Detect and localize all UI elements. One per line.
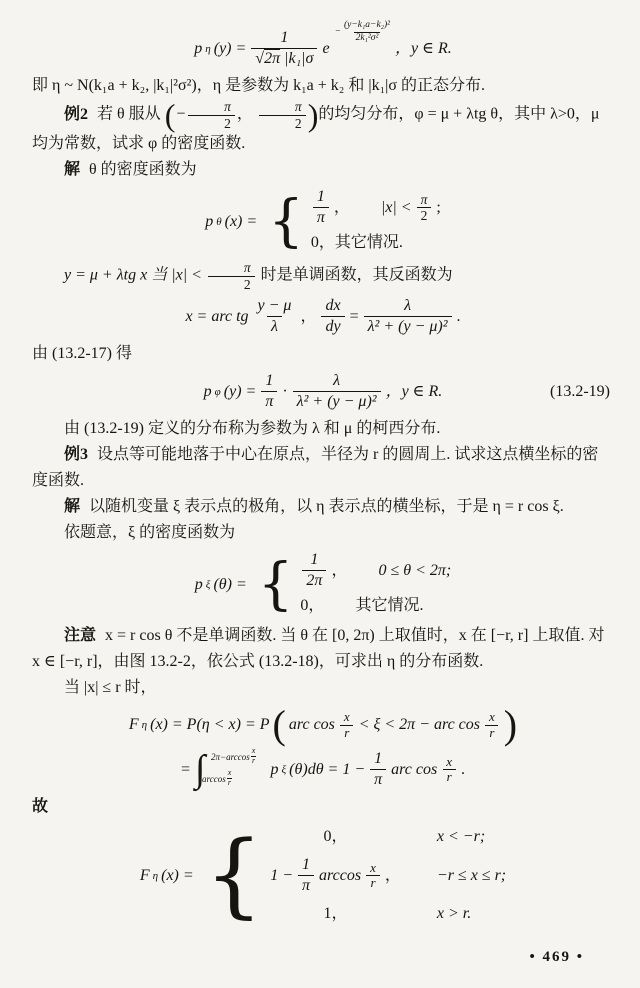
left-brace: { [257, 551, 294, 617]
case-value: 0， [323, 828, 348, 846]
para-cauchy-definition: 由 (13.2-19) 定义的分布称为参数为 λ 和 μ 的柯西分布. [64, 420, 441, 438]
fraction: $\frac{1}{\pi}$ [313, 187, 329, 228]
para-when-x-le-r: 当 |x| ≤ r 时， [64, 679, 157, 697]
formula-cauchy-density: p φ (y) = $\frac{1}{\pi}$ · $\frac{\lambda}{\text{λ² + (y − μ)²}}$ ，y ∈ R. (13.2-19) [203, 372, 610, 411]
integral-upper-limit: 2π−arccos x r [211, 746, 256, 766]
case-row: $\frac{1}{2\pi}$ ， 0 ≤ θ < 2π; [300, 550, 451, 591]
left-brace: { [204, 821, 264, 929]
fraction: $\frac{\pi}{2}$ [188, 99, 235, 131]
formula-inverse: x = arc tg $\frac{y - \mu}{\lambda}$ ， $\frac{dx}{dy}$ = $\frac{\lambda}{\text{λ² + (y − μ)²}}$ . [185, 297, 461, 336]
fraction: $\frac{1}{\pi}$ [298, 855, 314, 896]
example2-paragraph: 例2 若 θ 服从 (− $\frac{\pi}{2}$ ， $\frac{\pi}{2}$ )的均匀分布，φ = μ + λtg θ，其中 λ>0，μ 均为常数，试求 φ 的密度函数. [32, 97, 600, 153]
left-brace: { [268, 188, 304, 254]
p-symbol: p [194, 39, 203, 57]
radical-icon: √ [255, 50, 265, 67]
fraction: $\frac{1}{2\pi}$ [302, 550, 326, 591]
para-from-formula: 由 (13.2-17) 得 [32, 345, 132, 363]
note-label: 注意 [64, 627, 97, 645]
example2-label: 例2 [64, 105, 89, 123]
left-paren: ( [164, 97, 176, 134]
case-condition: x < −r; [436, 828, 486, 846]
case-condition: 其它情况. [355, 597, 424, 615]
e-base: e [322, 39, 330, 57]
tiny-fraction: $\frac{\text{(y−k₁a−k₂)²}}{\text{2k₁²σ²}}$ [343, 20, 390, 43]
integral-icon: ∫ [195, 747, 206, 790]
left-paren: ( [272, 702, 286, 748]
example3-label: 例3 [64, 446, 89, 464]
solution2-paragraph: 解 θ 的密度函数为 [64, 161, 197, 179]
fraction: $\frac{x}{r}$ [340, 710, 354, 740]
integral [195, 746, 265, 790]
right-paren: ) [503, 702, 518, 748]
fraction: $\frac{\pi}{2}$ [417, 192, 432, 224]
case-condition: |x| < [380, 198, 412, 216]
formula-cdf-probability: F η (x) = P(η < x) = P ( arc cos $\frac{x}{r}$ < ξ < 2π − arc cos $\frac{x}{r}$ ) [128, 702, 518, 748]
solution-label: 解 [64, 161, 81, 179]
fraction: $\frac{\lambda}{\text{λ² + (y − μ)²}}$ [364, 296, 452, 337]
fraction: $\frac{1}{\text{√2π |k₁|σ}}$ [251, 28, 317, 69]
fraction: $\frac{x}{r}$ [442, 755, 456, 785]
fraction: $\frac{x}{r}$ [485, 710, 499, 740]
formula-cdf-integral: = ∫ 2π−arccos x r arccos x r p ξ (θ)dθ = 1 − $\frac{1}{\pi}$ arc cos $\frac{x}{r}$ . [32, 749, 614, 790]
fraction: $\frac{dx}{dy}$ [321, 296, 344, 337]
case-value: 1 − $\frac{1}{\pi}$ arccos $\frac{x}{r}$ ， [270, 856, 401, 895]
fraction: $\frac{\pi}{2}$ [208, 260, 255, 292]
fraction: $\frac{y - \mu}{\lambda}$ [257, 297, 292, 336]
case-condition: x > r. [436, 905, 472, 923]
tiny-fraction: x r [227, 768, 232, 788]
fraction: $\frac{1}{\pi}$ [370, 749, 386, 790]
formula-normal-density [32, 20, 614, 69]
example3-paragraph: 例3 设点等可能地落于中心在原点，半径为 r 的圆周上. 试求这点横坐标的密度函数. [32, 446, 599, 490]
case-row: 0， 其它情况. [300, 593, 423, 619]
para-monotone: y = μ + λtg x 当 |x| < $\frac{\pi}{2}$ 时是单调函数，其反函数为 [64, 260, 453, 292]
solution-label: 解 [64, 498, 81, 516]
case-row: 0，其它情况. [310, 234, 403, 252]
para-therefore [32, 794, 614, 820]
formula-ptheta-cases: p θ (x) = { $\frac{1}{\pi}$ ， |x| < $\frac{\pi}{2}$ ; 0，其它情况. [32, 187, 614, 256]
integral-lower-limit: arccos x r [202, 768, 232, 788]
case-condition: 0 ≤ θ < 2π; [378, 561, 452, 579]
case-row: $\frac{1}{\pi}$ ， |x| < $\frac{\pi}{2}$ ; [311, 187, 441, 228]
para-density-intro: 依题意，ξ 的密度函数为 [64, 524, 236, 542]
para-note: 注意 x = r cos θ 不是单调函数. 当 θ 在 [0, 2π) 上取值时，x 在 [−r, r] 上取值. 对 x ∈ [−r, r]，由图 13.2-2，依公式 (13.2-18)，可求出 η 的分布函数. [32, 627, 605, 671]
fraction: $\frac{1}{\pi}$ [261, 371, 277, 412]
page-number: • 469 • [529, 949, 584, 965]
fraction: $\frac{\pi}{2}$ [259, 99, 306, 131]
exponent: − $\frac{\text{(y−k₁a−k₂)²}}{\text{2k₁²σ²}}$ [334, 20, 390, 43]
para-normal-summary: 即 η ~ N(k₁a + k₂, |k₁|²σ²)，η 是参数为 k₁a + k₂ 和 |k₁|σ 的正态分布. [32, 77, 485, 94]
case-value: 1， [323, 905, 348, 923]
equation-number: (13.2-19) [550, 382, 610, 400]
fraction: $\frac{x}{r}$ [366, 861, 380, 891]
therefore-label: 故 [32, 798, 49, 816]
math-row: p η (y) = $\frac{1}{\text{√2π |k₁|σ}}$ e − $\frac{\text{(y−k₁a−k₂)²}}{\text{2k₁²σ²}}$ ，y ∈ R. [194, 20, 452, 67]
formula-pxi-cases: p ξ (θ) = { $\frac{1}{2\pi}$ ， 0 ≤ θ < 2π; 0， 其它情况. [32, 550, 614, 619]
solution3-paragraph: 解 以随机变量 ξ 表示点的极角，以 η 表示点的横坐标，于是 η = r cos ξ. [64, 498, 564, 516]
case-condition: −r ≤ x ≤ r; [436, 866, 507, 884]
formula-cdf-piecewise: F η (x) = { 0， x < −r; 1 − $\frac{1}{\pi}$ arccos $\frac{x}{r}$ ， −r ≤ x ≤ r; 1， x > r. [139, 821, 507, 929]
fraction: $\frac{\lambda}{\text{λ² + (y − μ)²}}$ [293, 371, 381, 412]
tiny-fraction: x r [251, 746, 256, 766]
right-paren: ) [307, 97, 319, 134]
